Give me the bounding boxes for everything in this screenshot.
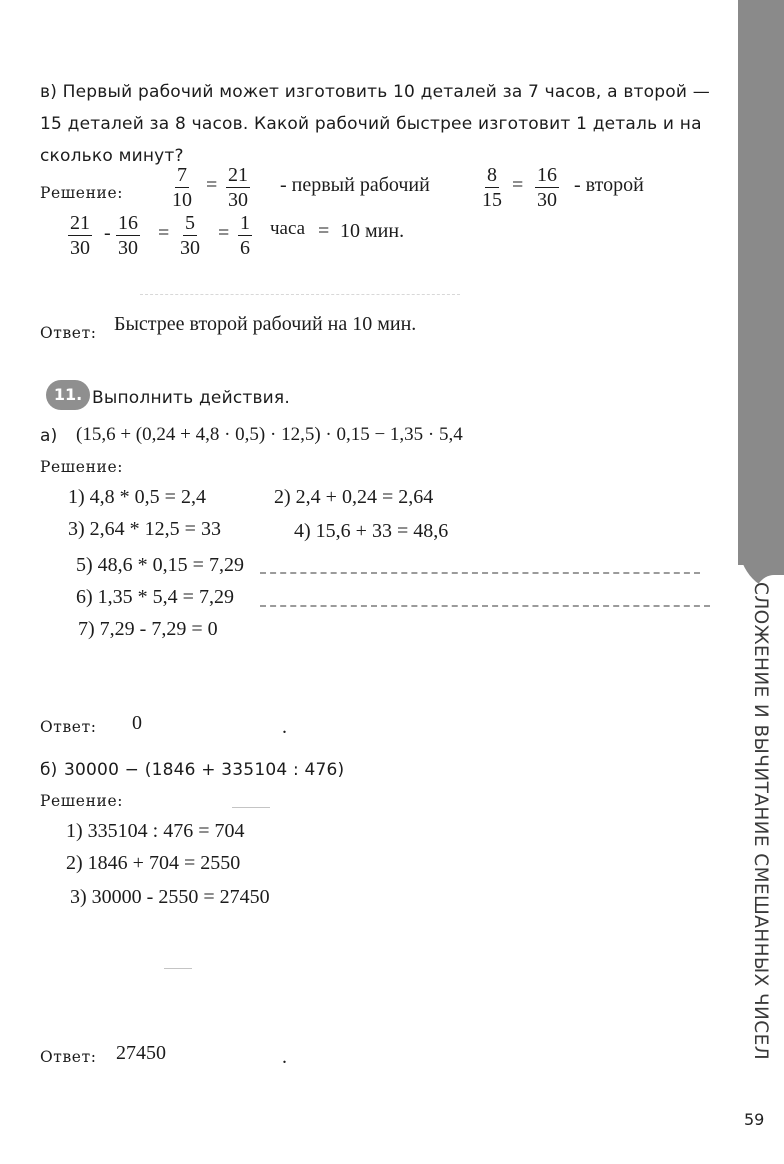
scan-mark — [164, 968, 192, 969]
step-b-3: 3) 30000 - 2550 = 27450 — [70, 886, 270, 908]
fraction-21-30 — [68, 212, 92, 259]
problem-v-line-1: в) Первый рабочий может изготовить 10 деталей за 7 часов, а второй — — [40, 82, 710, 102]
denominator: 30 — [180, 237, 200, 259]
step-b-1: 1) 335104 : 476 = 704 — [66, 820, 245, 842]
scan-mark — [140, 294, 460, 295]
denominator: 15 — [482, 189, 502, 211]
step-a-1: 1) 4,8 * 0,5 = 2,4 — [68, 486, 206, 508]
numerator: 7 — [177, 164, 187, 186]
first-worker-label: - первый рабочий — [280, 174, 430, 196]
denominator: 6 — [240, 237, 250, 259]
numerator: 16 — [118, 212, 138, 234]
answer-label-a: Ответ: — [40, 718, 97, 736]
solution-label-b: Решение: — [40, 792, 124, 810]
step-b-2: 2) 1846 + 704 = 2550 — [66, 852, 241, 874]
fraction-16-30 — [535, 164, 559, 211]
fraction-16-30 — [116, 212, 140, 259]
fraction-21-30 — [226, 164, 250, 211]
minutes-text: 10 мин. — [340, 220, 405, 242]
hours-text: часа — [270, 218, 306, 239]
problem-v-line-2: 15 деталей за 8 часов. Какой рабочий быстрее изготовит 1 деталь и на — [40, 114, 702, 134]
step-a-3: 3) 2,64 * 12,5 = 33 — [68, 518, 221, 540]
numerator: 21 — [228, 164, 248, 186]
answer-dot-b: . — [282, 1046, 287, 1068]
scan-mark — [232, 807, 270, 808]
step-a-6: 6) 1,35 * 5,4 = 7,29 — [76, 586, 234, 608]
part-a-label: а) — [40, 426, 58, 446]
problem-v-line-3: сколько минут? — [40, 146, 184, 166]
fraction-8-15 — [480, 164, 504, 211]
numerator: 1 — [240, 212, 250, 234]
dashed-line — [260, 572, 700, 574]
answer-value-a: 0 — [132, 712, 142, 734]
step-a-4: 4) 15,6 + 33 = 48,6 — [294, 520, 449, 542]
equals-sign: = — [158, 222, 170, 244]
part-b-label: б) — [40, 760, 58, 780]
denominator: 30 — [228, 189, 248, 211]
equals-sign: = — [206, 174, 218, 196]
numerator: 5 — [185, 212, 195, 234]
part-b-expression: 30000 − (1846 + 335104 : 476) — [64, 760, 345, 780]
answer-label-v: Ответ: — [40, 324, 97, 342]
denominator: 30 — [70, 237, 90, 259]
step-a-5: 5) 48,6 * 0,15 = 7,29 — [76, 554, 244, 576]
fraction-7-10 — [170, 164, 194, 211]
answer-value-v: Быстрее второй рабочий на 10 мин. — [114, 313, 417, 335]
section-sidebar — [738, 0, 784, 1164]
numerator: 16 — [537, 164, 557, 186]
solution-label-a: Решение: — [40, 458, 124, 476]
step-a-2: 2) 2,4 + 0,24 = 2,64 — [274, 486, 434, 508]
task-number-badge: 11. — [46, 380, 90, 410]
denominator: 30 — [537, 189, 557, 211]
second-worker-label: - второй — [574, 174, 644, 196]
fraction-1-6 — [238, 212, 252, 259]
answer-label-b: Ответ: — [40, 1048, 97, 1066]
answer-value-b: 27450 — [116, 1042, 166, 1064]
part-a-expression: (15,6 + (0,24 + 4,8 · 0,5) · 12,5) · 0,15 − 1,35 · 5,4 — [76, 424, 463, 445]
equals-sign: = — [318, 220, 330, 242]
answer-dot-a: . — [282, 716, 287, 738]
page-number: 59 — [744, 1110, 765, 1129]
sidebar-section-title: СЛОЖЕНИЕ И ВЫЧИТАНИЕ СМЕШАННЫХ ЧИСЕЛ — [750, 582, 771, 1061]
numerator: 21 — [70, 212, 90, 234]
minus-sign: - — [104, 222, 111, 244]
denominator: 10 — [172, 189, 192, 211]
solution-label-v: Решение: — [40, 184, 124, 202]
numerator: 8 — [487, 164, 497, 186]
denominator: 30 — [118, 237, 138, 259]
dashed-line — [260, 605, 710, 607]
equals-sign: = — [512, 174, 524, 196]
equals-sign: = — [218, 222, 230, 244]
step-a-7: 7) 7,29 - 7,29 = 0 — [78, 618, 218, 640]
sidebar-gray-band — [738, 0, 784, 565]
fraction-5-30 — [178, 212, 202, 259]
task-title: Выполнить действия. — [92, 388, 290, 408]
